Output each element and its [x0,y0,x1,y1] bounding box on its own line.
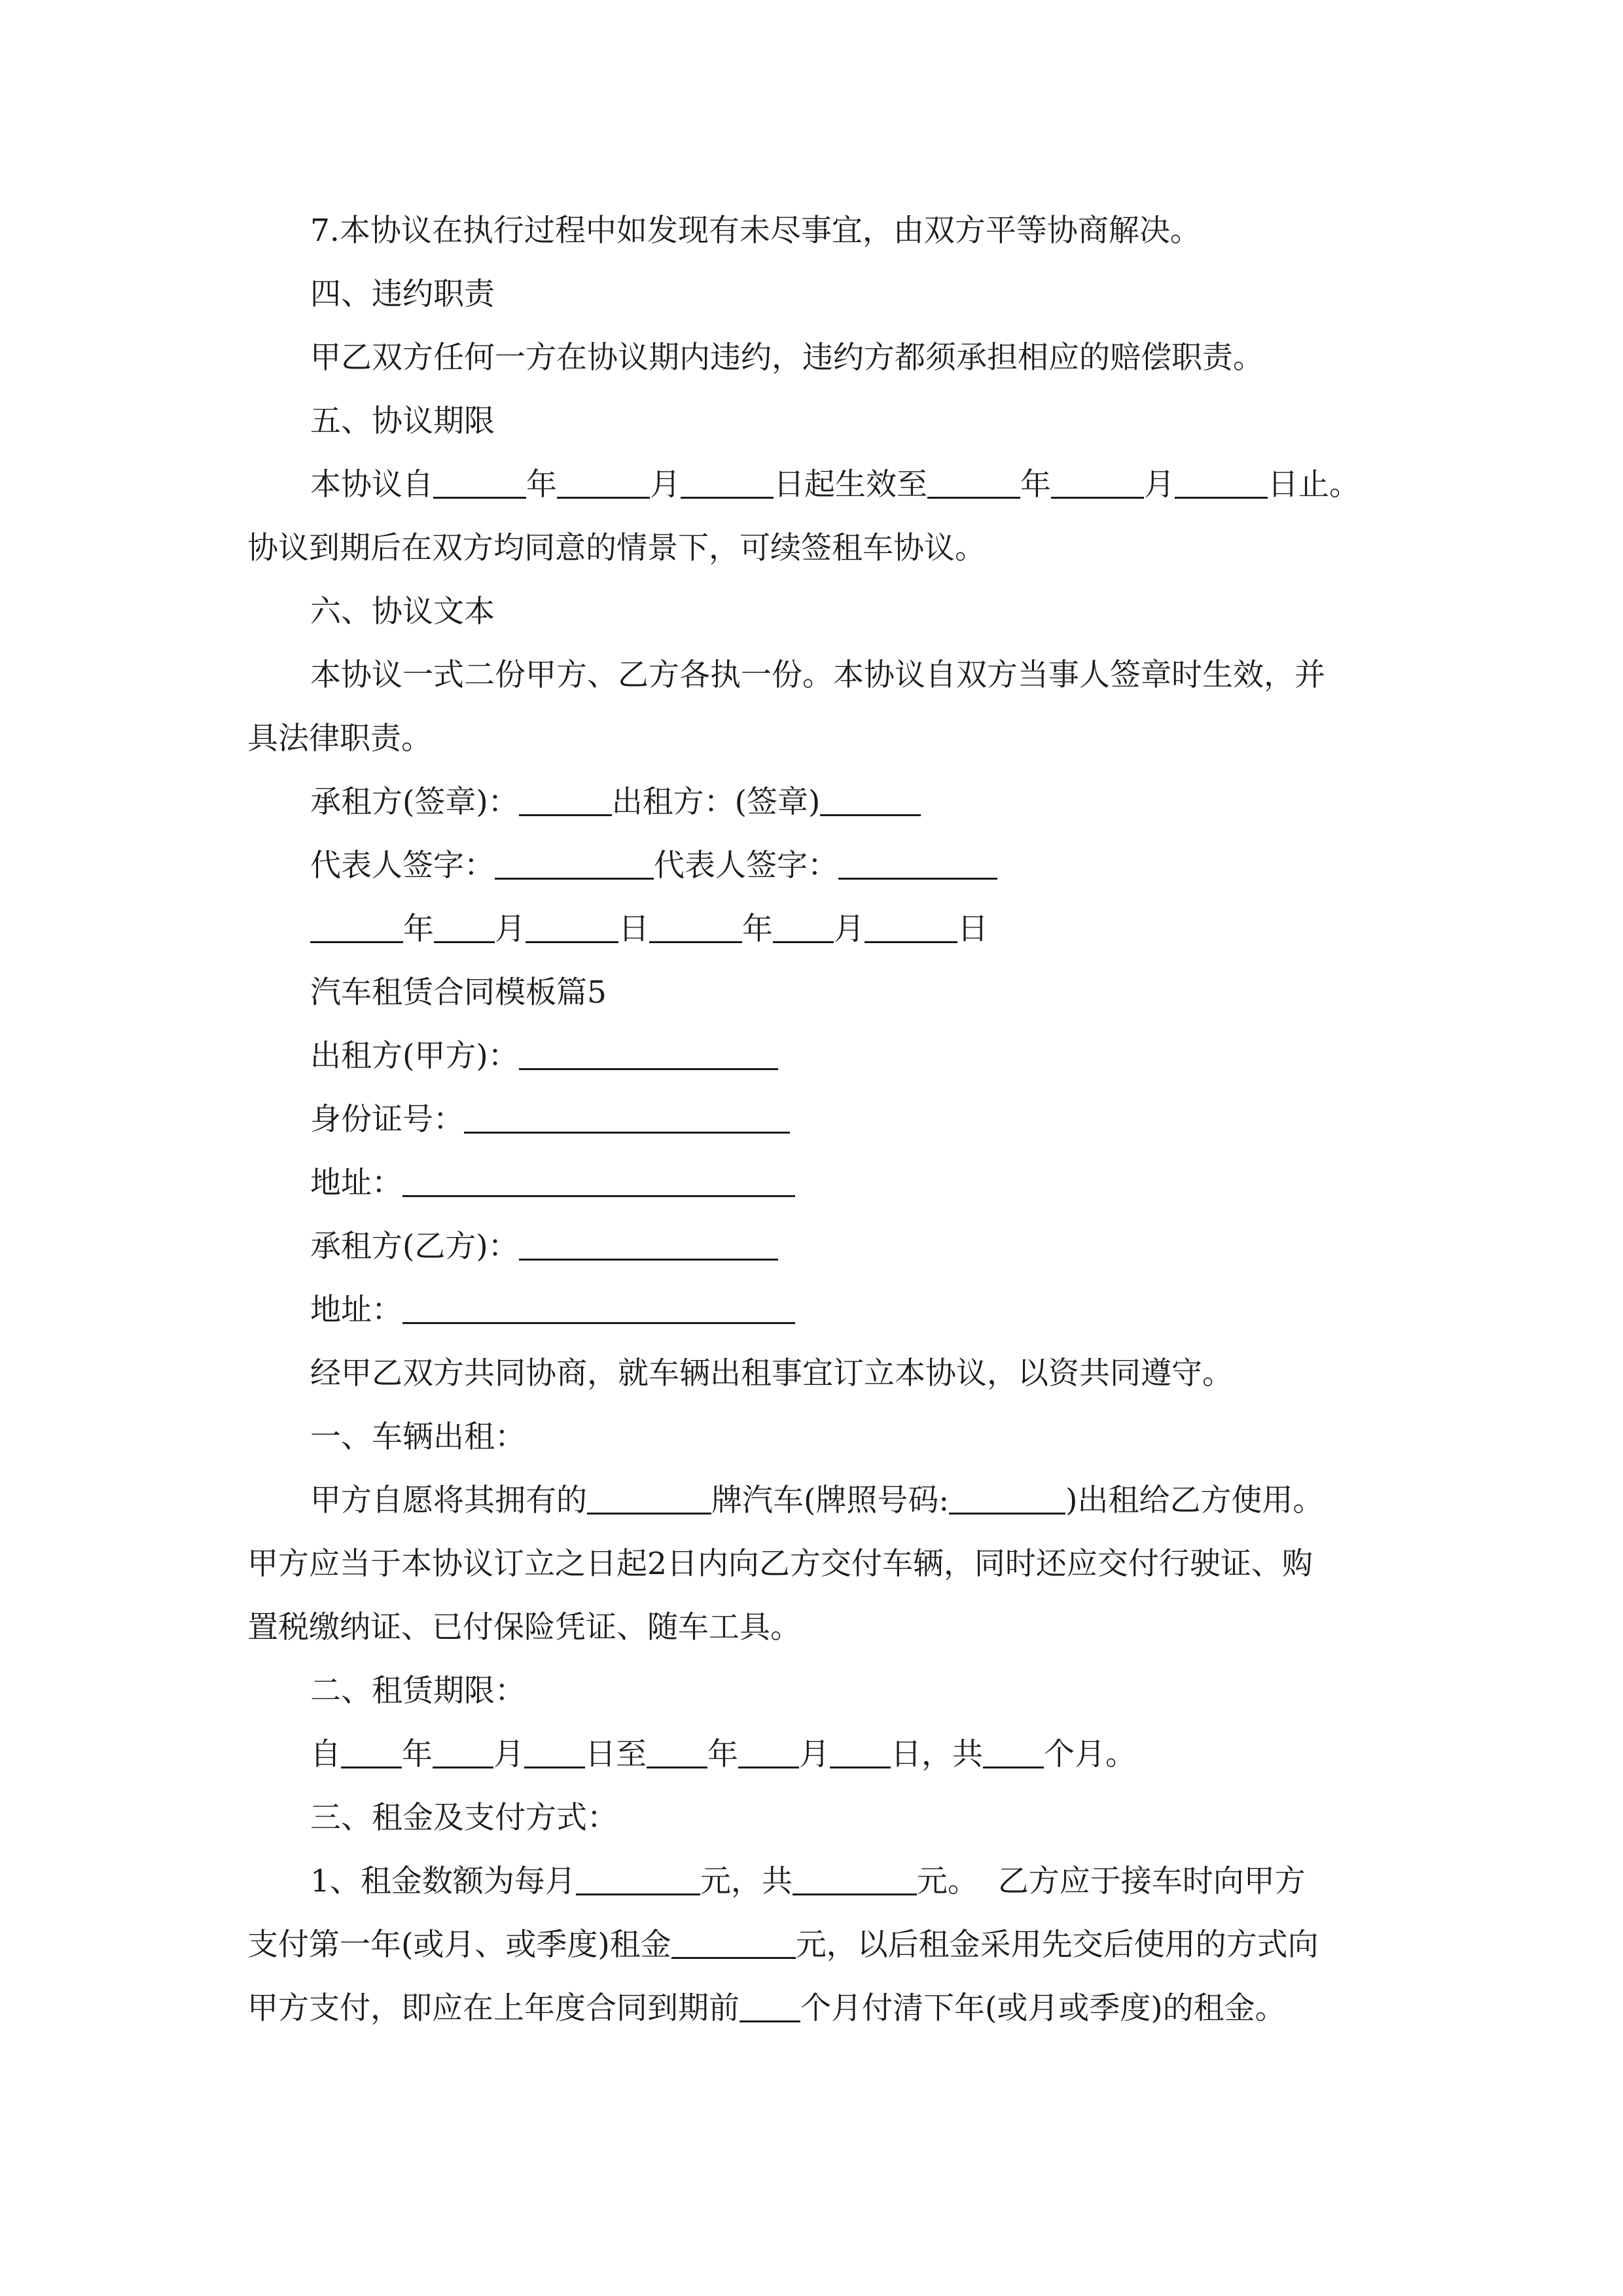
term-months: 个月。 [1044,1736,1136,1772]
lessee-label: 承租方(乙方)： [310,1229,519,1265]
lessee-input[interactable] [519,1230,778,1261]
sign-day-2: 日 [957,911,988,947]
lessor-input[interactable] [519,1039,778,1070]
sign-month-2: 月 [834,911,865,947]
blank-field[interactable] [681,468,774,499]
blank-field[interactable] [1051,468,1144,499]
delivery-line-1: 甲方应当于本协议订立之日起2日内向乙方交付车辆，同时还应交付行驶证、购 [247,1546,1313,1582]
sign-year: 年 [403,911,434,947]
blank-field[interactable] [983,1738,1044,1768]
representative-line [310,846,997,886]
first-year-rent-label: 支付第一年(或月、或季度)租金 [247,1927,671,1963]
lessor-seal-label: 出租方：(签章) [611,784,821,820]
term-m: 月 [493,1736,524,1772]
term-year: 年 [526,467,557,503]
blank-field[interactable] [865,912,957,943]
blank-field[interactable] [524,1738,585,1768]
rent-line-3 [247,1989,1286,2028]
breach-text: 甲乙双方任何一方在协议期内违约，违约方都须承担相应的赔偿职责。 [310,340,1264,376]
term-to: 日至 [585,1736,647,1772]
heading-breach: 四、违约职责 [310,276,495,312]
term-day-start: 日起生效至 [774,467,927,503]
delivery-line-2: 置税缴纳证、已付保险凭证、随车工具。 [247,1609,801,1645]
rent-total-label: 元，共 [700,1863,793,1899]
vehicle-line [310,1481,1324,1520]
term-prefix: 本协议自 [310,467,433,503]
blank-field[interactable] [433,1738,493,1768]
blank-field[interactable] [740,1992,800,2022]
sign-date-line [310,910,988,949]
address-label-2: 地址： [310,1292,402,1328]
lessor-label: 出租方(甲方)： [310,1038,519,1074]
clause-7: 7.本协议在执行过程中如发现有未尽事宜，由双方平等协商解决。 [310,213,1201,249]
term-renewal: 协议到期后在双方均同意的情景下，可续签租车协议。 [247,530,986,566]
id-input[interactable] [464,1103,790,1134]
address-label-1: 地址： [310,1165,402,1201]
vehicle-plate-label: 牌汽车(牌照号码: [711,1482,950,1518]
next-period-text: 个月付清下年(或月或季度)的租金。 [800,1990,1286,2026]
blank-field[interactable] [949,1484,1065,1515]
intro-text: 经甲乙双方共同协商，就车辆出租事宜订立本协议，以资共同遵守。 [310,1355,1233,1391]
blank-field[interactable] [433,468,526,499]
blank-field[interactable] [738,1738,799,1768]
blank-field[interactable] [838,849,997,880]
signature-line [310,783,921,822]
heading-text: 六、协议文本 [310,594,495,630]
blank-field[interactable] [649,912,742,943]
sign-year-2: 年 [742,911,773,947]
field-address-1 [310,1164,795,1203]
blank-field[interactable] [793,1865,917,1895]
rent-monthly-label: 1、租金数额为每月 [310,1863,576,1899]
blank-field[interactable] [310,912,403,943]
address-input-1[interactable] [402,1166,795,1197]
term-y: 年 [402,1736,433,1772]
term-day-end: 日止。 [1268,467,1360,503]
blank-field[interactable] [927,468,1020,499]
term-end: 日，共 [891,1736,983,1772]
field-lessor [310,1037,778,1076]
term-m2: 月 [799,1736,830,1772]
prepay-text: 元，以后租金采用先交后使用的方式向 [795,1927,1319,1963]
term-month-end: 月 [1144,467,1175,503]
lessee-seal-label: 承租方(签章)： [310,784,519,820]
blank-field[interactable] [587,1484,711,1515]
sign-month: 月 [495,911,526,947]
blank-field[interactable] [671,1928,796,1959]
heading-lease-term: 二、租赁期限： [310,1673,526,1709]
term-y2: 年 [707,1736,738,1772]
copies-line-2: 具法律职责。 [247,721,432,757]
blank-field[interactable] [341,1738,402,1768]
rent-line-2 [247,1926,1319,1965]
blank-field[interactable] [1175,468,1268,499]
rep-sign-label-2: 代表人签字： [654,848,838,884]
vehicle-rent-text: )出租给乙方使用。 [1065,1482,1324,1518]
term-year-end: 年 [1020,467,1051,503]
term-from: 自 [310,1736,341,1772]
heading-vehicle-rental: 一、车辆出租： [310,1419,526,1455]
blank-field[interactable] [526,912,618,943]
blank-field[interactable] [830,1738,891,1768]
rep-sign-label-1: 代表人签字： [310,848,495,884]
term-line [310,465,1360,505]
field-address-2 [310,1291,795,1330]
blank-field[interactable] [495,849,654,880]
due-before-label: 甲方支付，即应在上年度合同到期前 [247,1990,740,2026]
field-lessee [310,1227,778,1266]
rent-line-1 [310,1862,1306,1901]
sign-day: 日 [618,911,649,947]
blank-field[interactable] [576,1865,700,1895]
heading-rent-payment: 三、租金及支付方式： [310,1800,618,1836]
blank-field[interactable] [557,468,650,499]
field-id [310,1100,790,1139]
term-month: 月 [650,467,681,503]
rent-handover-text: 元。 乙方应于接车时向甲方 [916,1863,1306,1899]
blank-field[interactable] [820,785,921,816]
blank-field[interactable] [773,912,834,943]
id-label: 身份证号： [310,1102,464,1138]
blank-field[interactable] [519,785,612,816]
blank-field[interactable] [647,1738,707,1768]
blank-field[interactable] [434,912,495,943]
address-input-2[interactable] [402,1293,795,1324]
vehicle-own-text: 甲方自愿将其拥有的 [310,1482,587,1518]
template-title: 汽车租赁合同模板篇5 [310,975,607,1011]
copies-line-1: 本协议一式二份甲方、乙方各执一份。本协议自双方当事人签章时生效，并 [310,657,1325,693]
heading-term: 五、协议期限 [310,403,495,439]
lease-term-line [310,1735,1136,1774]
